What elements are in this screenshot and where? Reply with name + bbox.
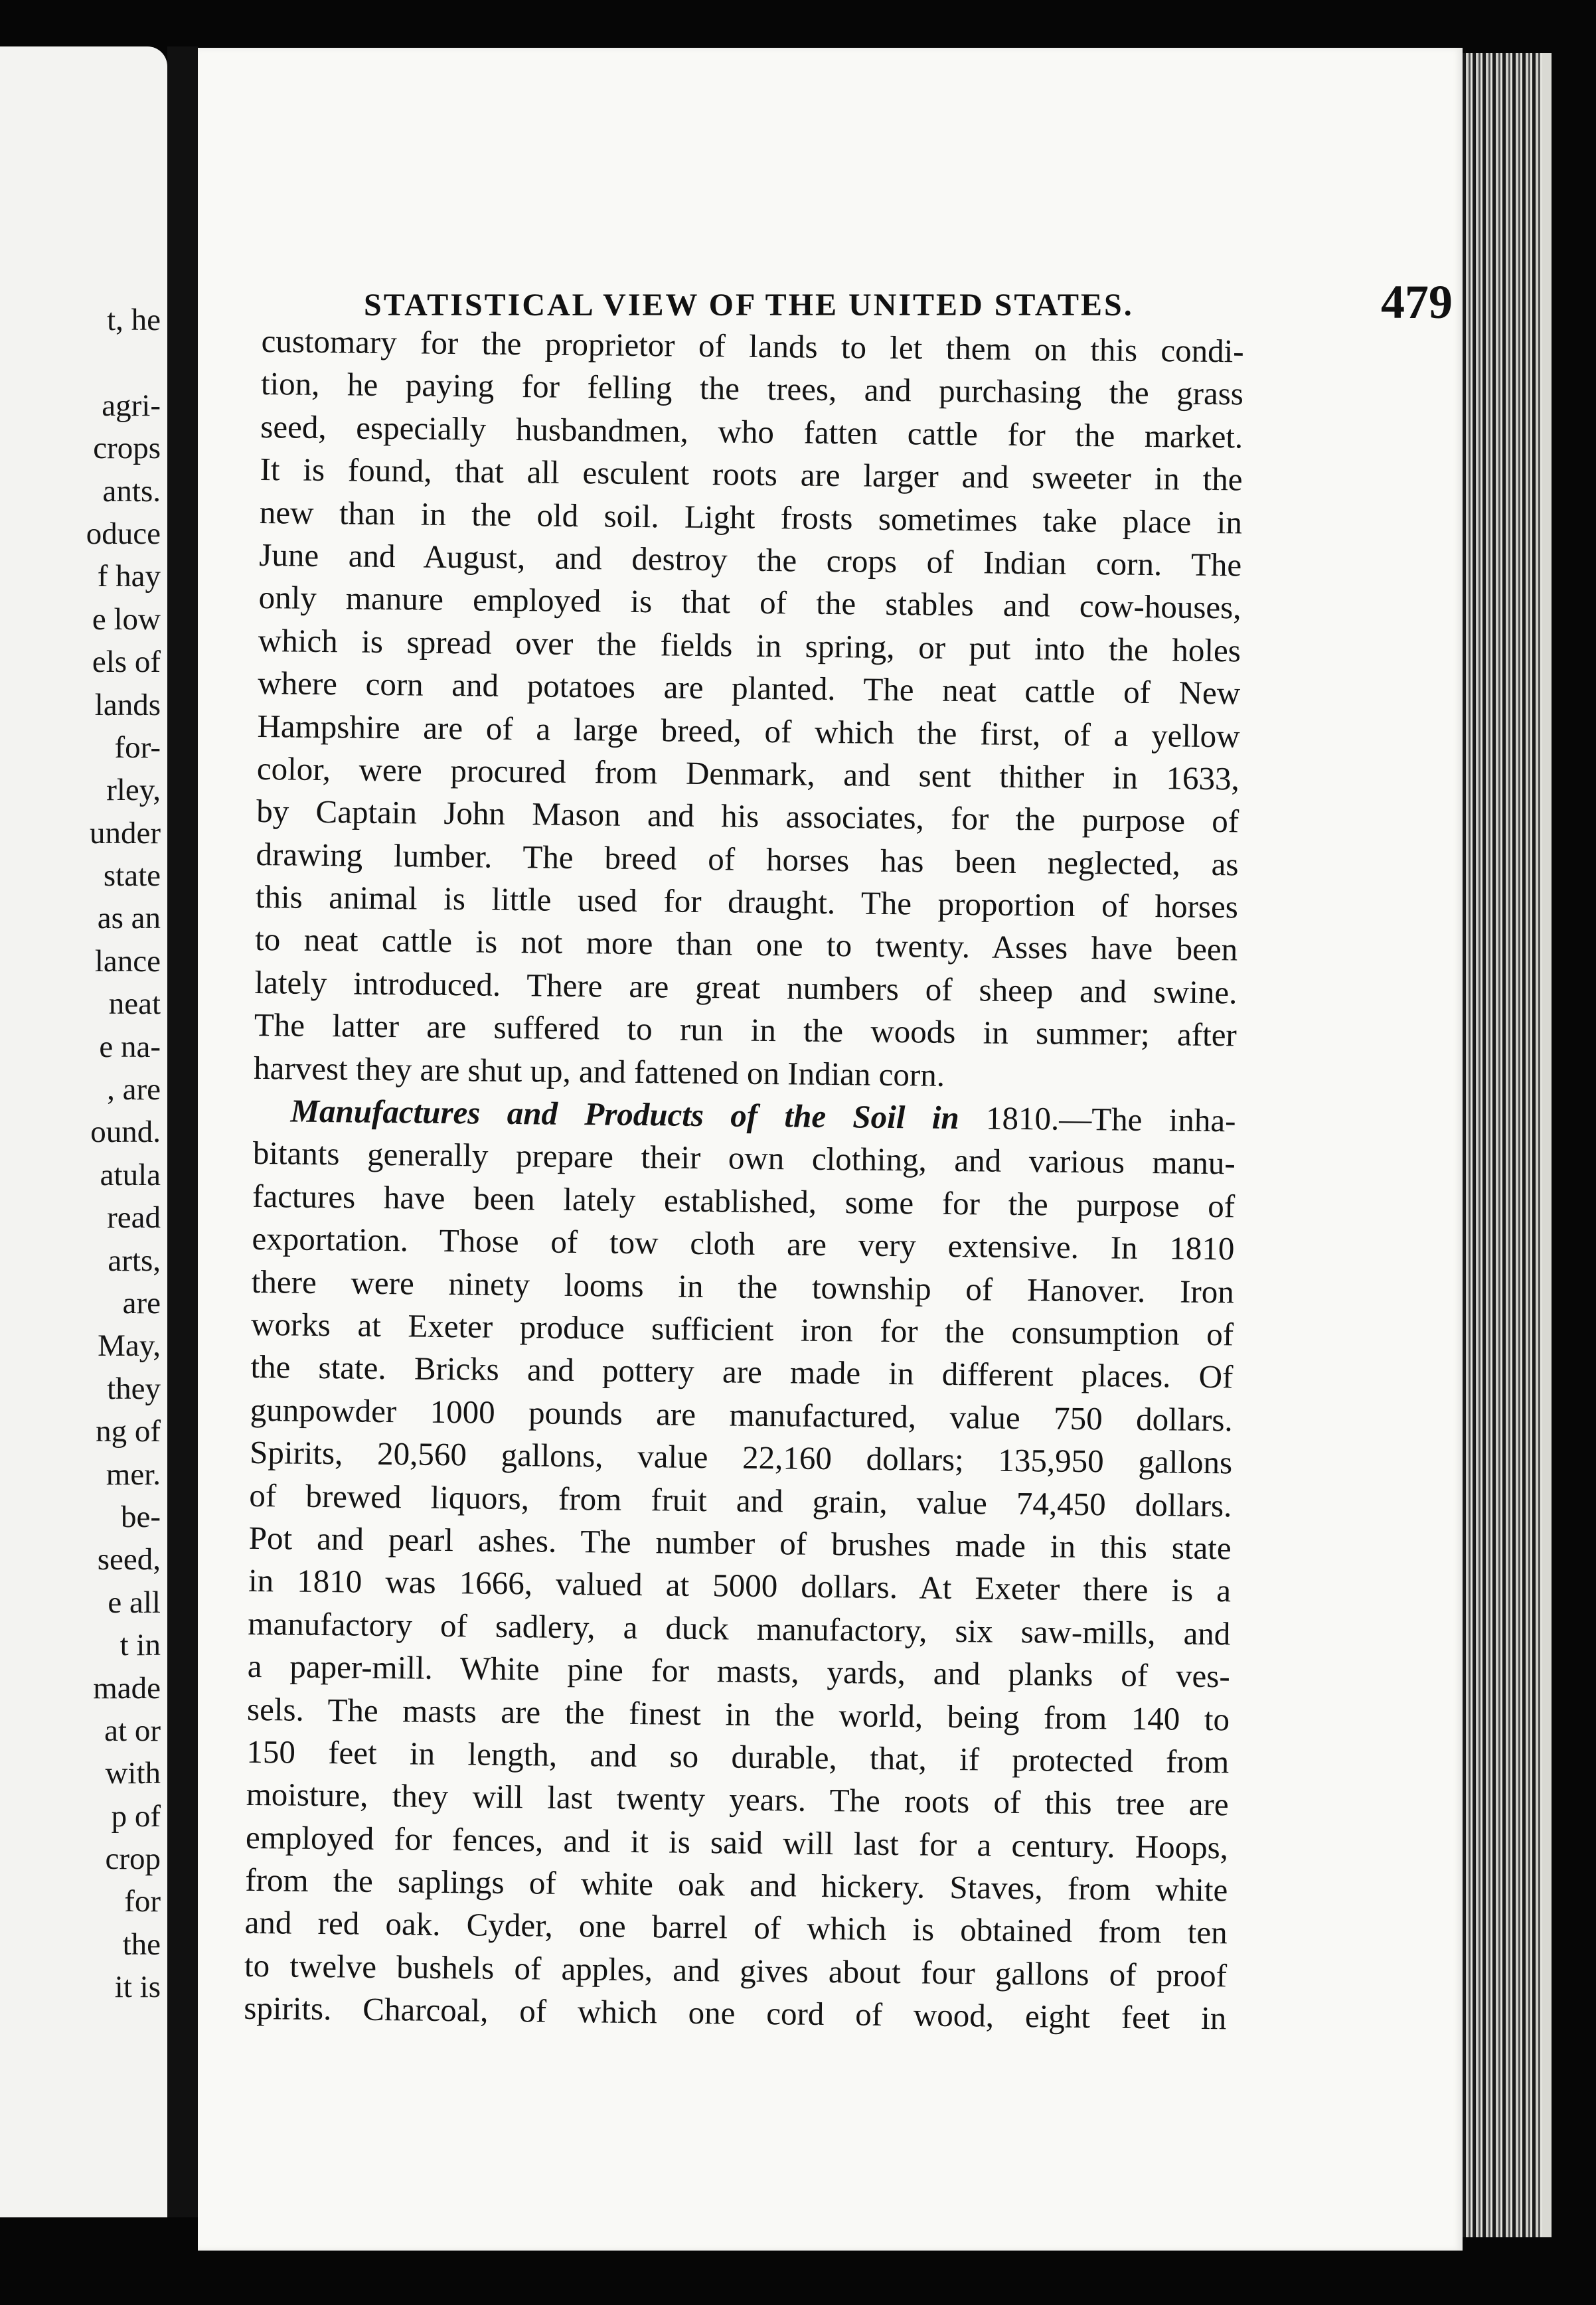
left-fragment-line: seed, [97, 1542, 161, 1577]
text-line: by Captain John Mason and his associates, for the purpose of [256, 793, 1239, 840]
text-line: works at Exeter produce sufficient iron for the consumption of [250, 1305, 1234, 1353]
text-line: exportation. Those of tow cloth are very extensive. In 1810 [252, 1220, 1235, 1267]
text-line: which is spread over the fields in spring, or put into the holes [258, 621, 1241, 669]
text-line: of brewed liquors, from fruit and grain, value 74,450 dollars. [249, 1476, 1232, 1524]
left-fragment-line: made [93, 1670, 161, 1706]
left-fragment-line: crops [93, 431, 161, 466]
text-line: spirits. Charcoal, of which one cord of wood, eight feet in [244, 1990, 1227, 2037]
left-fragment-line: it is [114, 1970, 161, 2005]
left-fragment-line: ants. [102, 473, 161, 509]
left-fragment-line: ng of [96, 1414, 161, 1449]
left-fragment-line: e all [108, 1585, 161, 1620]
left-fragment-line: state [103, 858, 161, 894]
left-fragment-line: arts, [108, 1243, 161, 1278]
text-line: there were ninety looms in the township of Hanover. Iron [251, 1263, 1235, 1311]
left-fragment-line: e low [92, 601, 161, 637]
section-heading-rest: 1810.—The inha- [959, 1099, 1236, 1139]
left-fragment-line: lands [94, 687, 161, 722]
page-edges [1463, 53, 1552, 2237]
text-line: in 1810 was 1666, valued at 5000 dollars. At Exeter there is a [248, 1562, 1232, 1609]
text-line: and red oak. Cyder, one barrel of which is obtained from ten [244, 1904, 1228, 1951]
left-page-text-fragments [0, 299, 161, 2009]
left-fragment-line: be- [120, 1499, 161, 1534]
left-fragment-line: under [89, 815, 161, 850]
text-line: this animal is little used for draught. The proportion of horses [255, 878, 1239, 925]
text-line: only manure employed is that of the stables and cow-houses, [258, 579, 1241, 626]
text-line: from the saplings of white oak and hickery. Staves, from white [245, 1861, 1228, 1909]
left-fragment-line: rley, [106, 773, 161, 808]
text-line: seed, especially husbandmen, who fatten cattle for the market. [260, 408, 1243, 455]
left-fragment-line: p of [111, 1798, 161, 1834]
left-fragment-line: they [107, 1371, 161, 1406]
text-line: Hampshire are of a large breed, of which the first, of a yellow [257, 707, 1240, 754]
left-fragment-line: crop [105, 1842, 161, 1877]
book-gutter [167, 46, 198, 2217]
body-text [244, 320, 1244, 2040]
left-fragment-line: for [124, 1884, 161, 1919]
text-line: bitants generally prepare their own clothing, and various manu- [252, 1135, 1236, 1182]
text-line: It is found, that all esculent roots are larger and sweeter in the [260, 451, 1243, 498]
text-line: the state. Bricks and pottery are made in different places. Of [250, 1348, 1234, 1395]
text-line: a paper-mill. White pine for masts, yards, and planks of ves- [247, 1647, 1230, 1695]
page-479 [198, 48, 1463, 2251]
text-line: to neat cattle is not more than one to twenty. Asses have been [254, 921, 1238, 968]
page-number: 479 [1381, 276, 1453, 329]
left-fragment-line: at or [104, 1713, 161, 1748]
left-fragment-line: e na- [99, 1029, 161, 1064]
text-line: factures have been lately established, some for the purpose of [252, 1177, 1236, 1225]
text-line: The latter are suffered to run in the woods in summer; after [254, 1006, 1237, 1054]
left-fragment-line: May, [98, 1328, 161, 1364]
text-line: employed for fences, and it is said will last for a century. Hoops, [245, 1818, 1229, 1866]
left-fragment-line: f hay [97, 559, 161, 594]
text-line: where corn and potatoes are planted. The neat cattle of New [257, 665, 1241, 712]
left-fragment-line: oduce [86, 516, 161, 551]
text-line: lately introduced. There are great numbers of sheep and swine. [254, 963, 1237, 1011]
left-fragment-line: for- [114, 730, 161, 765]
left-fragment-line: the [122, 1927, 161, 1962]
text-line: 150 feet in length, and so durable, that, if protected from [246, 1733, 1230, 1781]
left-fragment-line: els of [92, 645, 161, 680]
text-line: gunpowder 1000 pounds are manufactured, value 750 dollars. [250, 1391, 1234, 1439]
left-fragment-line: atula [100, 1157, 161, 1192]
text-line: customary for the proprietor of lands to let them on this condi- [261, 322, 1244, 370]
text-line: to twelve bushels of apples, and gives about four gallons of proof [244, 1947, 1228, 1994]
text-line: tion, he paying for felling the trees, and purchasing the grass [260, 365, 1244, 412]
left-fragment-line: are [122, 1285, 161, 1320]
text-line: sels. The masts are the finest in the world, being from 140 to [246, 1690, 1230, 1737]
text-line: June and August, and destroy the crops of Indian corn. The [259, 536, 1242, 584]
left-fragment-line: as an [97, 901, 161, 936]
facing-left-page [0, 46, 167, 2217]
left-fragment-line: ound. [90, 1115, 161, 1150]
text-line: harvest they are shut up, and fattened on Indian corn. [253, 1049, 945, 1093]
running-title: STATISTICAL VIEW OF THE UNITED STATES. [364, 287, 1134, 323]
text-line: color, were procured from Denmark, and sent thither in 1633, [256, 750, 1240, 797]
left-fragment-line: mer. [106, 1457, 161, 1492]
left-fragment-line: t, he [107, 303, 161, 337]
text-line: Pot and pearl ashes. The number of brushes made in this state [248, 1519, 1232, 1567]
text-line: drawing lumber. The breed of horses has been neglected, as [256, 835, 1239, 883]
left-fragment-line [0, 341, 161, 384]
left-fragment-line: lance [94, 943, 161, 979]
text-line: manufactory of sadlery, a duck manufactory, six saw-mills, and [248, 1605, 1231, 1652]
text-line: Spirits, 20,560 gallons, value 22,160 dollars; 135,950 gallons [249, 1434, 1233, 1481]
left-fragment-line: neat [108, 987, 161, 1022]
text-line: moisture, they will last twenty years. The roots of this tree are [246, 1776, 1229, 1823]
text-line: new than in the old soil. Light frosts sometimes take place in [259, 493, 1243, 541]
left-fragment-line: , are [107, 1072, 161, 1107]
left-fragment-line: t in [120, 1628, 161, 1663]
left-fragment-line: with [105, 1756, 161, 1791]
left-fragment-line: read [107, 1200, 161, 1235]
left-fragment-line: agri- [102, 388, 161, 423]
section-heading: Manufactures and Products of the Soil in [290, 1092, 959, 1137]
